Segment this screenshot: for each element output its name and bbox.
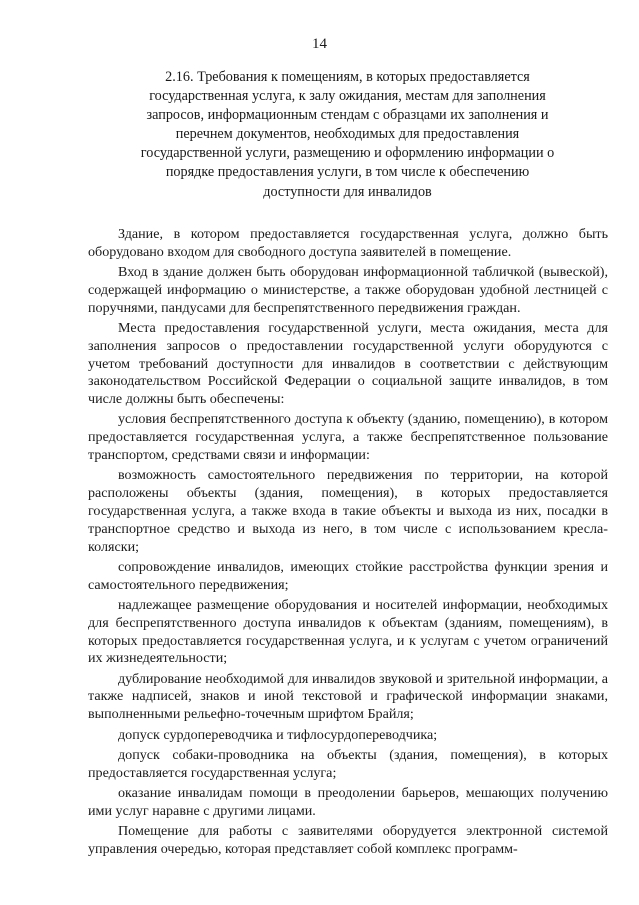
paragraph: Помещение для работы с заявителями оборудуется электронной системой управления очередью, которая представляет собой комплекс программ- bbox=[88, 823, 608, 857]
paragraph: надлежащее размещение оборудования и носителей информации, необходимых для беспрепятственного доступа инвалидов к объектам (зданиям, помещениям), в которых предоставляется государственная услуга, и к услугам с учетом ограничений их жизнедеятельности; bbox=[88, 596, 608, 667]
paragraph: возможность самостоятельного передвижения по территории, на которой расположены объекты (здания, помещения), в которых предоставляется государственная услуга, а также входа в такие объекты и выхода из них, посадки в транспортное средство и выхода из него, в том числе с использованием кресла-коляски; bbox=[88, 467, 608, 555]
paragraph: допуск собаки-проводника на объекты (здания, помещения), в которых предоставляется государственная услуга; bbox=[88, 746, 608, 781]
paragraph: Вход в здание должен быть оборудован информационной табличкой (вывеской), содержащей информацию о министерстве, а также оборудован удобной лестницей с поручнями, пандусами для беспрепятственного передвижения граждан. bbox=[88, 264, 608, 316]
document-body bbox=[88, 226, 608, 859]
paragraph: сопровождение инвалидов, имеющих стойкие расстройства функции зрения и самостоятельного передвижения; bbox=[88, 558, 608, 593]
page-number: 14 bbox=[312, 36, 327, 52]
paragraph: допуск сурдопереводчика и тифлосурдопереводчика; bbox=[118, 726, 438, 743]
paragraph: дублирование необходимой для инвалидов звуковой и зрительной информации, а также надписей, знаков и иной текстовой и графической информации знаками, выполненными рельефно-точечным шрифтом Брайля; bbox=[88, 670, 608, 723]
paragraph: оказание инвалидам помощи в преодолении барьеров, мешающих получению ими услуг наравне с другими лицами. bbox=[88, 784, 608, 819]
paragraph: условия беспрепятственного доступа к объекту (зданию, помещению), в котором предоставляется государственная услуга, а также беспрепятственное пользование транспортом, средствами связи и информации: bbox=[88, 411, 608, 464]
paragraph: Места предоставления государственной услуги, места ожидания, места для заполнения запросов о предоставлении государственной услуги оборудуются с учетом требований доступности для инвалидов в соответствии с действующим законодательством Российской Федерации о социальной защите инвалидов, в том числе должны быть обеспечены: bbox=[88, 319, 608, 408]
section-heading: 2.16. Требования к помещениям, в которых предоставляется государственная услуга, к залу ожидания, местам для заполнения запросов, информационным стендам с образцами их заполнения и перечнем документов, необходимых для предоставления государственной услуги, размещению и оформлению информации о порядке предоставления услуги, в том числе к обеспечению доступности для инвалидов bbox=[140, 69, 555, 200]
paragraph: Здание, в котором предоставляется государственная услуга, должно быть оборудовано входом для свободного доступа заявителей в помещение. bbox=[88, 226, 608, 260]
